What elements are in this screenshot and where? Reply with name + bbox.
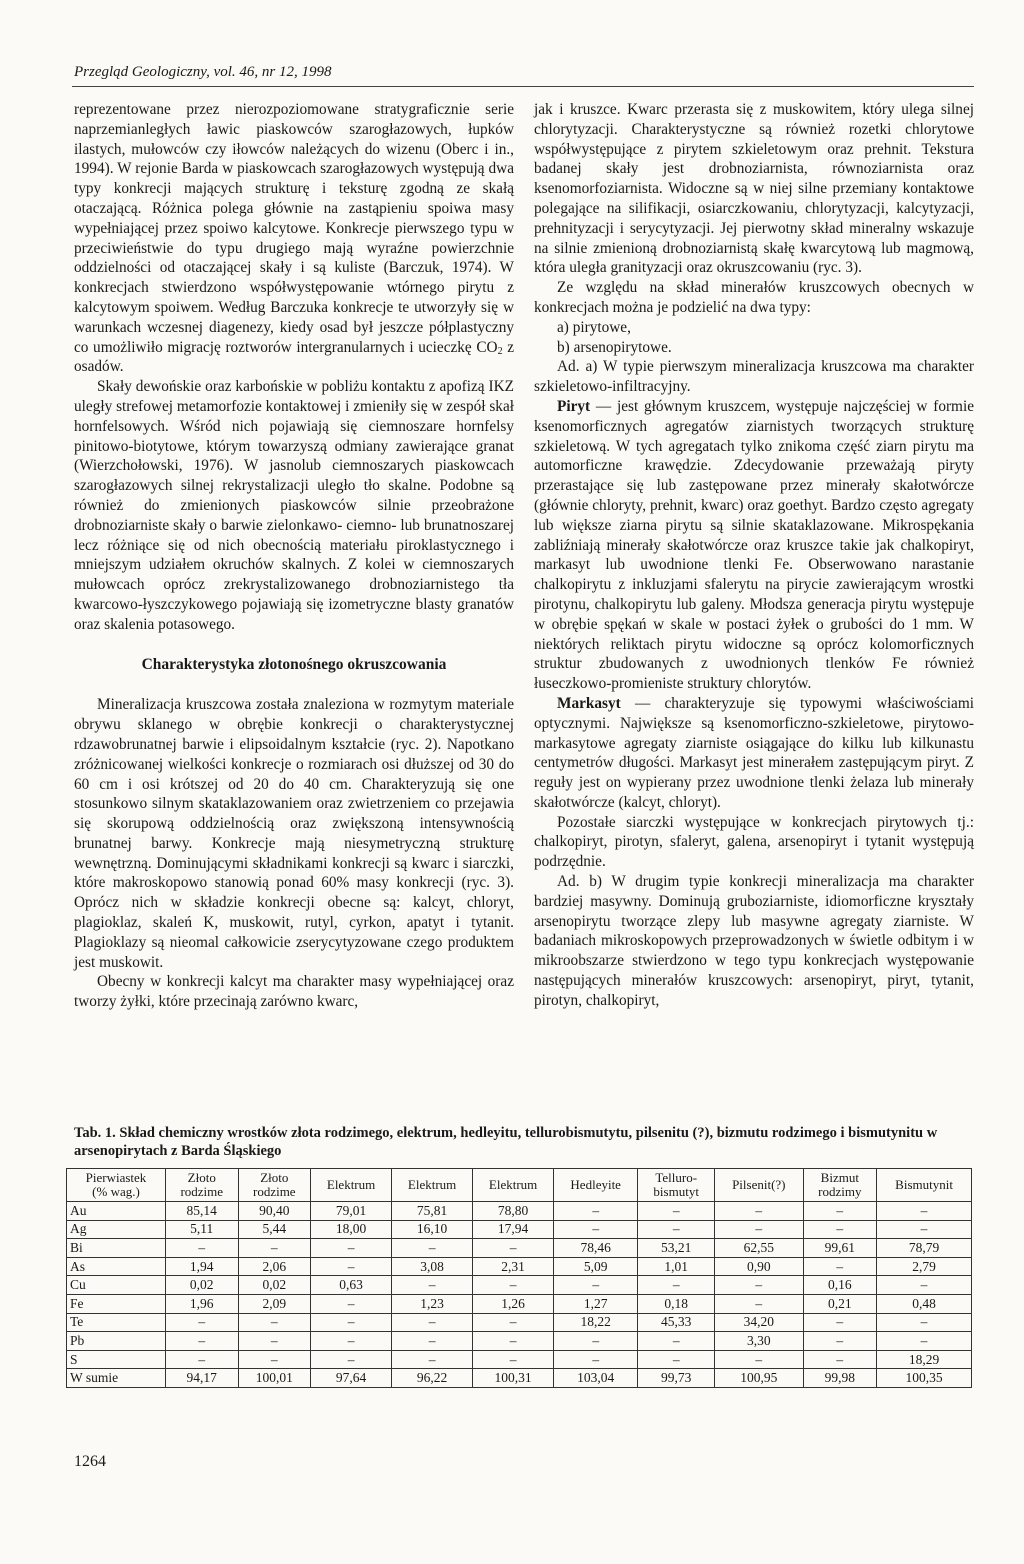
value-cell: 45,33 [638, 1313, 715, 1332]
table-row [67, 1239, 972, 1258]
value-cell: 0,63 [311, 1276, 392, 1295]
table-row [67, 1369, 972, 1388]
markasyt-paragraph [534, 694, 974, 813]
value-cell: – [877, 1276, 972, 1295]
value-cell: – [554, 1332, 638, 1351]
value-cell: 53,21 [638, 1239, 715, 1258]
value-cell: – [715, 1220, 803, 1239]
value-cell: 18,00 [311, 1220, 392, 1239]
value-cell: 96,22 [392, 1369, 473, 1388]
journal-header: Przegląd Geologiczny, vol. 46, nr 12, 1998 [74, 64, 332, 80]
piryt-paragraph [534, 397, 974, 694]
left-paragraph-3: Mineralizacja kruszcowa została znaleziona w rozmytym materiale obrywu sklanego w obrębie konkrecji o charakterystycznej rdzawobrunatnej barwie i elipsoidalnym kształcie (ryc. 2). Napotkano zróżnicowanej wielkości konkrecje o rozmiarach osi dłuższej od 30 do 60 cm i osi krótszej od 20 do 40 cm. Charakteryzują się one stosunkowo silnym skataklazowaniem oraz zwietrzeniem co przejawia się skorupową oddzielnością oraz zwiększoną intensywnością brunatnej barwy. Konkrecje mają niesymetryczną strukturę wewnętrzną. Dominującymi składnikami konkrecji są kwarc i siarczki, które makroskopowo stanowią ponad 60% masy konkrecji (ryc. 3). Oprócz nich w składzie konkrecji obecne są: kalcyt, chloryt, plagioklaz, skaleń K, muskowit, rutyl, cyrkon, apatyt i tytanit. Plagioklazy są nieomal całkowicie zserycytyzowane czego produktem jest muskowit. [74, 696, 514, 971]
value-cell: – [554, 1202, 638, 1221]
element-cell: Te [67, 1313, 166, 1332]
value-cell: – [803, 1313, 877, 1332]
value-cell: – [311, 1313, 392, 1332]
value-cell: 2,09 [238, 1294, 311, 1313]
column-header [165, 1169, 238, 1202]
table-row [67, 1294, 972, 1313]
section-title: Charakterystyka złotonośnego okruszcowania [141, 655, 447, 673]
table-row [67, 1202, 972, 1221]
column-header-line: Hedleyite [570, 1177, 621, 1192]
value-cell: – [238, 1350, 311, 1369]
column-header [311, 1169, 392, 1202]
right-paragraph-3: Ad. a) W typie pierwszym mineralizacja kruszcowa ma charakter szkieletowo-infiltracyjny. [534, 358, 974, 396]
value-cell: – [554, 1276, 638, 1295]
value-cell: – [473, 1350, 554, 1369]
element-cell: W sumie [67, 1369, 166, 1388]
column-header-line: bismutyt [653, 1184, 699, 1199]
value-cell: 3,30 [715, 1332, 803, 1351]
value-cell: – [803, 1220, 877, 1239]
value-cell: – [803, 1257, 877, 1276]
column-header [638, 1169, 715, 1202]
value-cell: 62,55 [715, 1239, 803, 1258]
element-cell: Pb [67, 1332, 166, 1351]
column-header [473, 1169, 554, 1202]
value-cell: 0,02 [238, 1276, 311, 1295]
left-column [74, 100, 514, 1012]
value-cell: 100,95 [715, 1369, 803, 1388]
value-cell: 97,64 [311, 1369, 392, 1388]
element-cell: As [67, 1257, 166, 1276]
value-cell: – [638, 1220, 715, 1239]
value-cell: – [311, 1239, 392, 1258]
value-cell: – [715, 1202, 803, 1221]
value-cell: – [877, 1202, 972, 1221]
value-cell: – [392, 1239, 473, 1258]
value-cell: 17,94 [473, 1220, 554, 1239]
right-column [534, 100, 974, 1011]
column-header-line: (% wag.) [92, 1184, 140, 1199]
value-cell: 2,79 [877, 1257, 972, 1276]
value-cell: – [473, 1313, 554, 1332]
value-cell: 5,44 [238, 1220, 311, 1239]
value-cell: 100,35 [877, 1369, 972, 1388]
value-cell: – [165, 1313, 238, 1332]
value-cell: – [165, 1239, 238, 1258]
left-paragraph-1 [74, 100, 514, 377]
column-header-line: Pierwiastek [85, 1170, 147, 1185]
value-cell: – [638, 1332, 715, 1351]
table-row [67, 1276, 972, 1295]
value-cell: – [638, 1202, 715, 1221]
column-header [877, 1169, 972, 1202]
value-cell: 1,96 [165, 1294, 238, 1313]
value-cell: 100,01 [238, 1369, 311, 1388]
type-a-item: a) pirytowe, [557, 318, 631, 336]
element-cell: S [67, 1350, 166, 1369]
element-cell: Au [67, 1202, 166, 1221]
table-row [67, 1332, 972, 1351]
column-header [715, 1169, 803, 1202]
value-cell: 103,04 [554, 1369, 638, 1388]
column-header-line: rodzime [180, 1184, 224, 1199]
value-cell: – [715, 1294, 803, 1313]
value-cell: 0,48 [877, 1294, 972, 1313]
value-cell: – [311, 1294, 392, 1313]
right-paragraph-7: Ad. b) W drugim typie konkrecji mineralizacja ma charakter bardziej masywny. Dominują gruboziarniste, idiomorficzne kryształy arsenopirytu tworzące zlepy lub masywne agregaty ziarniste. W badaniach mikroskopowych przeprowadzonych w świetle odbitym i w mikroobszarze stwierdzono w tego typu konkrecjach występowanie następujących minerałów kruszcowych: arsenopiryt, piryt, tytanit, pirotyn, chalkopiryt, [534, 873, 974, 1009]
left-paragraph-2: Skały dewońskie oraz karbońskie w pobliżu kontaktu z apofizą IKZ uległy strefowej metamorfozie kontaktowej i zmieniły się w zespół skał hornfelsowych. Wśród nich pojawiają się ciemnoszare hornfelsy pinitowo-biotytowe, którym towarzyszą odmiany zawierające granat (Wierzchołowski, 1976). W jasnolub ciemnoszarych piaskowcach szarogłazowych silnej rekrystalizacji uległo tło skalne. Podobne są również do zmienionych piaskowców silnie przeobrażone drobnoziarniste skały o barwie zielonkawo- ciemno- lub brunatnoszarej lecz różniące się od nich obecnością materiału piroklastycznego i mniejszym udziałem okruchów skalnych. Z kolei w ciemnoszarych mułowcach oprócz zrekrystalizowanego drobnoziarnistego tła kwarcowo-łyszczykowego pojawiają się izometryczne blasty granatów oraz skalenia potasowego. [74, 378, 514, 633]
value-cell: 99,73 [638, 1369, 715, 1388]
column-header-line: Elektrum [326, 1177, 376, 1192]
value-cell: – [554, 1220, 638, 1239]
right-paragraph-6: Pozostałe siarczki występujące w konkrecjach pirytowych tj.: chalkopiryt, pirotyn, sfaleryt, galena, arsenopiryt i tytanit występują podrzędnie. [534, 813, 974, 871]
value-cell: – [392, 1313, 473, 1332]
column-header-line: Złoto [260, 1170, 289, 1185]
column-header [67, 1169, 166, 1202]
value-cell: – [803, 1202, 877, 1221]
value-cell: – [392, 1332, 473, 1351]
value-cell: – [165, 1350, 238, 1369]
co2-subscript: 2 [497, 345, 503, 357]
right-paragraph-2: Ze względu na skład minerałów kruszcowych obecnych w konkrecjach można je podzielić na dwa typy: [534, 279, 974, 316]
value-cell: – [877, 1220, 972, 1239]
column-header-line: Elektrum [488, 1177, 538, 1192]
value-cell: – [638, 1276, 715, 1295]
column-header-line: Bizmut [820, 1170, 859, 1185]
table-caption-text: Skład chemiczny wrostków złota rodzimego, elektrum, hedleyitu, tellurobismutytu, pilsenitu (?), bizmutu rodzimego i bismutynitu w arsenopirytach z Barda Śląskiego [74, 1125, 938, 1159]
right-paragraph-1: jak i kruszce. Kwarc przerasta się z muskowitem, który ulega silnej chlorytyzacji. Charakterystyczne są również rozetki chlorytowe współwystępujące z pirytem szkieletowym oraz prehnit. Tekstura badanej skały jest drobnoziarnista, równoziarnista oraz ksenomorfoziarnista. Widoczne są w niej silne przemiany kontaktowe polegające na silifikacji, osiarczkowaniu, chlorytyzacji, kalcytyzacji, prehnityzacji i serycytyzacji. Jej pierwotny skład mineralny wskazuje na silnie zmienioną drobnoziarnistą skałę kwarcytową lub magmową, która uległa granityzacji oraz okruszcowaniu (ryc. 3). [534, 101, 974, 277]
value-cell: 1,27 [554, 1294, 638, 1313]
type-b-item: b) arsenopirytowe. [557, 338, 672, 356]
value-cell: – [473, 1276, 554, 1295]
value-cell: 90,40 [238, 1202, 311, 1221]
value-cell: 75,81 [392, 1202, 473, 1221]
table-caption [74, 1124, 974, 1160]
value-cell: – [715, 1276, 803, 1295]
value-cell: – [238, 1239, 311, 1258]
value-cell: 78,80 [473, 1202, 554, 1221]
value-cell: 0,90 [715, 1257, 803, 1276]
value-cell: – [715, 1350, 803, 1369]
value-cell: 18,22 [554, 1313, 638, 1332]
value-cell: – [238, 1332, 311, 1351]
value-cell: 0,02 [165, 1276, 238, 1295]
value-cell: 5,11 [165, 1220, 238, 1239]
value-cell: 3,08 [392, 1257, 473, 1276]
column-header [238, 1169, 311, 1202]
element-cell: Fe [67, 1294, 166, 1313]
table-body [67, 1202, 972, 1388]
table-caption-label: Tab. 1. [74, 1125, 116, 1141]
value-cell: 34,20 [715, 1313, 803, 1332]
value-cell: – [311, 1257, 392, 1276]
left-paragraph-4: Obecny w konkrecji kalcyt ma charakter masy wypełniającej oraz tworzy żyłki, które przecinają zarówno kwarc, [74, 973, 514, 1011]
value-cell: 79,01 [311, 1202, 392, 1221]
value-cell: 78,79 [877, 1239, 972, 1258]
value-cell: – [877, 1332, 972, 1351]
column-header-line: Telluro- [655, 1170, 698, 1185]
piryt-text: — jest głównym kruszcem, występuje najczęściej w formie ksenomorficznych agregatów ziarnistych tworzących strukturę szkieletową. W tych agregatach tylko znikoma część ziarn pirytu ma automorficzne krawędzie. Zdecydowanie przeważają piryty przerastające się lub zastępowane przez minerały skałotwórcze (głównie chloryty, prehnit, kwarc) oraz goethyt. Bardzo często agregaty lub większe ziarna pirytu są silnie skataklazowane. Mikrospękania zabliźniają minerały skałotwórcze oraz kruszce takie jak chalkopiryt, markasyt lub uwodnione tlenki Fe. Obserwowano narastanie chalkopirytu z inkluzjami sfalerytu na pirycie zawierającym wrostki pirotynu, chalkopirytu lub galeny. Młodsza generacja pirytu występuje w obrębie spękań w skale w postaci żyłek o grubości do 1 mm. W niektórych reliktach pirytu widoczne są oprócz kolomorficznych struktur zbudowanych z uwodnionych tlenków Fe również łuseczkowo-promieniste struktury chlorytów. [534, 397, 974, 693]
table-row [67, 1313, 972, 1332]
table-row [67, 1257, 972, 1276]
value-cell: – [473, 1332, 554, 1351]
column-header-line: Elektrum [407, 1177, 457, 1192]
value-cell: – [311, 1332, 392, 1351]
column-header-line: rodzimy [818, 1184, 862, 1199]
composition-table [66, 1168, 972, 1388]
value-cell: – [554, 1350, 638, 1369]
value-cell: 99,98 [803, 1369, 877, 1388]
value-cell: 2,06 [238, 1257, 311, 1276]
value-cell: – [238, 1313, 311, 1332]
table-header-row [67, 1169, 972, 1202]
left-p1-text: reprezentowane przez nierozpoziomowane stratygraficznie serie naprzemianległych ławic piaskowców szarogłazowych, łupków ilastych, mułowców czy iłowców należących do wizenu (Oberc i in., 1994). W rejonie Barda w piaskowcach szarogłazowych występują dwa typy konkrecji mających strukturę i teksturę zgodną ze skałą otaczającą. Różnica polega głównie na zastąpieniu spoiwa masy wypełniającej przez spoiwo kalcytowe. Konkrecje pierwszego typu w przeciwieństwie do typu drugiego mają wyraźne powierzchnie oddzielności od otaczającej skały i są kuliste (Barczuk, 1974). W konkrecjach stwierdzono współwystępowanie wtórnego pirytu z kalcytowym spoiwem. Według Barczuka konkrecje te utworzyły się w warunkach wczesnej diagenezy, kiedy osad był jeszcze półplastyczny co umożliwiło migrację roztworów intergranularnych i ucieczkę CO [74, 101, 514, 356]
markasyt-name: Markasyt [557, 694, 621, 712]
value-cell: 99,61 [803, 1239, 877, 1258]
markasyt-text: — charakteryzuje się typowymi właściwościami optycznymi. Największe są ksenomorficzno-szkieletowe, pirytowo-markasytowe agregaty ziarniste osiągające do kilku lub kilkunastu centymetrów długości. Markasyt jest minerałem zastępującym piryt. Z reguły jest on wypierany przez uwodnione tlenki żelaza lub minerały skałotwórcze (kalcyt, chloryt). [534, 694, 974, 811]
value-cell: 85,14 [165, 1202, 238, 1221]
header-rule [72, 86, 974, 87]
value-cell: – [638, 1350, 715, 1369]
table-row [67, 1350, 972, 1369]
value-cell: 18,29 [877, 1350, 972, 1369]
value-cell: 0,21 [803, 1294, 877, 1313]
value-cell: 1,01 [638, 1257, 715, 1276]
value-cell: – [473, 1239, 554, 1258]
value-cell: – [165, 1332, 238, 1351]
element-cell: Bi [67, 1239, 166, 1258]
column-header [392, 1169, 473, 1202]
value-cell: 1,26 [473, 1294, 554, 1313]
left-p1-end: z osadów. [74, 338, 514, 376]
value-cell: 2,31 [473, 1257, 554, 1276]
column-header [803, 1169, 877, 1202]
value-cell: 94,17 [165, 1369, 238, 1388]
piryt-name: Piryt [557, 397, 591, 415]
value-cell: 0,18 [638, 1294, 715, 1313]
column-header-line: rodzime [252, 1184, 296, 1199]
value-cell: 0,16 [803, 1276, 877, 1295]
column-header-line: Bismutynit [895, 1177, 953, 1192]
value-cell: – [877, 1313, 972, 1332]
column-header-line: Pilsenit(?) [732, 1177, 786, 1192]
value-cell: – [803, 1350, 877, 1369]
value-cell: 1,23 [392, 1294, 473, 1313]
table-row [67, 1220, 972, 1239]
column-header-line: Złoto [187, 1170, 216, 1185]
value-cell: – [803, 1332, 877, 1351]
value-cell: – [392, 1350, 473, 1369]
page-number: 1264 [74, 1453, 106, 1470]
value-cell: 5,09 [554, 1257, 638, 1276]
value-cell: 16,10 [392, 1220, 473, 1239]
value-cell: 1,94 [165, 1257, 238, 1276]
value-cell: 78,46 [554, 1239, 638, 1258]
value-cell: – [311, 1350, 392, 1369]
element-cell: Ag [67, 1220, 166, 1239]
element-cell: Cu [67, 1276, 166, 1295]
column-header [554, 1169, 638, 1202]
value-cell: 100,31 [473, 1369, 554, 1388]
value-cell: – [392, 1276, 473, 1295]
